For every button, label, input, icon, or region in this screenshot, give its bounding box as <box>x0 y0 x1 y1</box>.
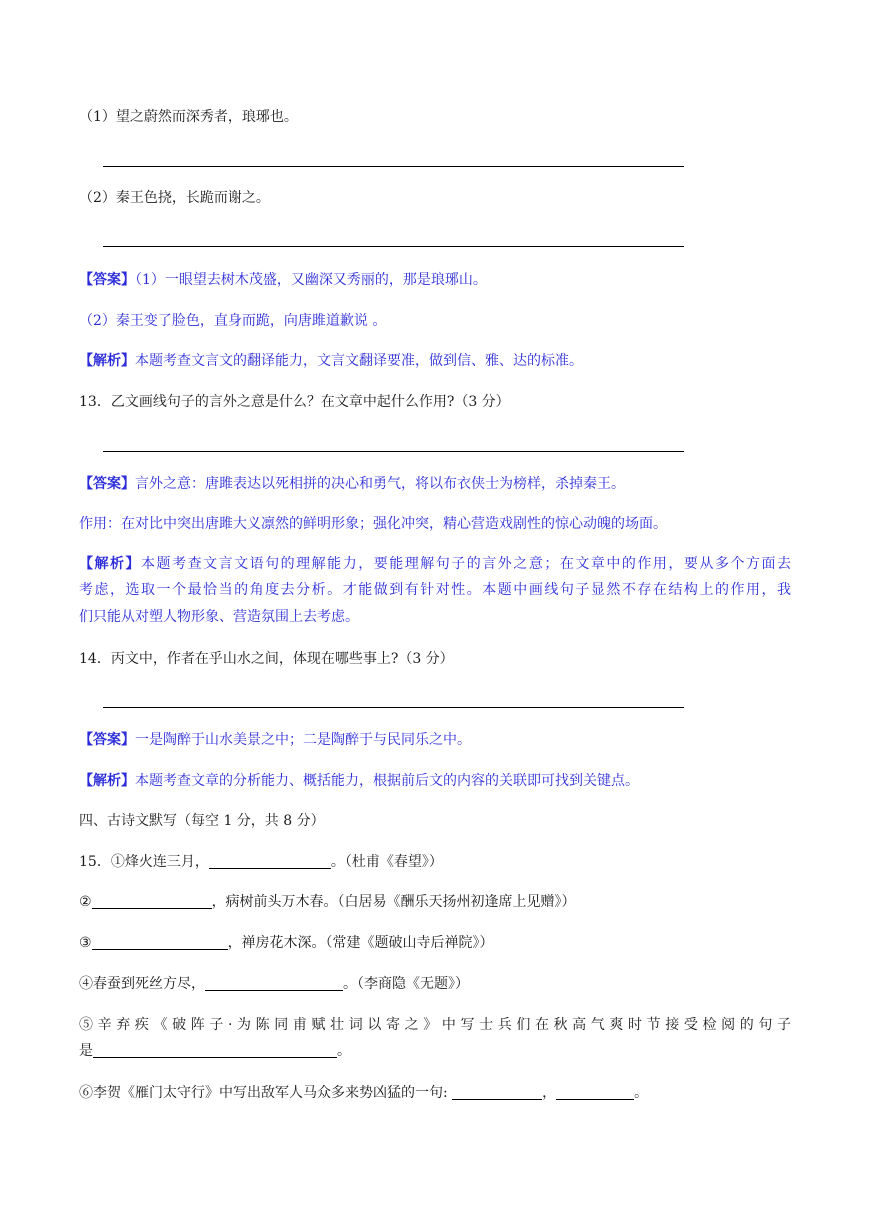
q13-answer-role: 作用：在对比中突出唐雎大义凛然的鲜明形象；强化冲突，精心营造戏剧性的惊心动魄的场面。 <box>79 516 667 532</box>
fill-blank[interactable] <box>92 933 228 950</box>
q14-question: 14．丙文中，作者在乎山水之间，体现在哪些事上?（3 分） <box>79 651 454 667</box>
q13-question: 13．乙文画线句子的言外之意是什么？在文章中起什么作用?（3 分） <box>79 394 510 410</box>
answer-line[interactable] <box>103 246 684 247</box>
q13-analysis-line-2: 考虑，选取一个最恰当的角度去分析。才能做到有针对性。本题中画线句子显然不存在结构上的作用，我 <box>79 582 791 598</box>
line-text: 。 <box>337 1043 351 1059</box>
line-text: 。 <box>634 1085 649 1101</box>
line-text: ，病树前头万木春。（白居易《酬乐天扬州初逢席上见赠》） <box>211 894 576 910</box>
q12-answer-2: （2）秦王变了脸色，直身而跪，向唐雎道歉说 。 <box>79 313 387 329</box>
answer-tag: 【答案】 <box>79 476 135 492</box>
line-text: ，禅房花木深。（常建《题破山寺后禅院》） <box>227 935 494 951</box>
q12-item-1: （1）望之蔚然而深秀者，琅琊也。 <box>79 109 298 125</box>
answer-text: 言外之意：唐雎表达以死相拼的决心和勇气，将以布衣侠士为榜样，杀掉秦王。 <box>135 476 625 492</box>
answer-line[interactable] <box>103 451 684 452</box>
q15-line-3 <box>79 930 791 956</box>
analysis-tag: 【解析】 <box>79 556 142 572</box>
q12-answer-1 <box>79 267 791 293</box>
line-text: 是 <box>79 1043 93 1059</box>
answer-tag: 【答案】 <box>79 272 135 288</box>
fill-blank[interactable] <box>93 1041 337 1058</box>
line-text: ④春蚕到死丝方尽， <box>79 976 205 992</box>
line-text: 。（李商隐《无题》） <box>343 976 469 992</box>
line-text: ③ <box>79 935 92 951</box>
line-text: ② <box>79 894 92 910</box>
answer-tag: 【答案】 <box>79 732 135 748</box>
line-text: 15．①烽火连三月， <box>79 854 209 870</box>
line-text: ⑥李贺《雁门太守行》中写出敌军人马众多来势凶猛的一句: <box>79 1085 453 1101</box>
q13-answer <box>79 471 791 497</box>
analysis-tag: 【解析】 <box>79 353 135 369</box>
q15-line-4 <box>79 971 791 997</box>
fill-blank[interactable] <box>556 1083 634 1100</box>
answer-text: （1）一眼望去树木茂盛，又幽深又秀丽的，那是琅琊山。 <box>135 272 487 288</box>
answer-line[interactable] <box>103 707 684 708</box>
fill-blank[interactable] <box>205 974 343 991</box>
line-text: 。（杜甫《春望》） <box>330 854 443 870</box>
q13-analysis-line-1 <box>79 551 791 577</box>
analysis-text: 本题考查文章的分析能力、概括能力，根据前后文的内容的关联即可找到关键点。 <box>135 773 639 789</box>
section-heading: 四、古诗文默写（每空 1 分，共 8 分） <box>79 813 325 829</box>
fill-blank[interactable] <box>452 1083 542 1100</box>
q12-item-2: （2）秦王色挠，长跪而谢之。 <box>79 190 270 206</box>
fill-blank[interactable] <box>92 892 212 909</box>
q14-analysis <box>79 768 791 794</box>
q14-answer <box>79 727 791 753</box>
analysis-text: 本题考查文言文的翻译能力，文言文翻译要准，做到信、雅、达的标准。 <box>135 353 583 369</box>
analysis-tag: 【解析】 <box>79 773 135 789</box>
answer-line[interactable] <box>103 166 684 167</box>
analysis-text: 本题考查文言文语句的理解能力，要能理解句子的言外之意；在文章中的作用，要从多个方面去 <box>141 556 791 572</box>
answer-text: 一是陶醉于山水美景之中；二是陶醉于与民同乐之中。 <box>135 732 471 748</box>
q15-line-2 <box>79 889 791 915</box>
q13-analysis-line-3: 们只能从对塑人物形象、营造氛围上去考虑。 <box>79 609 359 625</box>
line-text: ， <box>542 1085 557 1101</box>
q12-analysis <box>79 348 791 374</box>
fill-blank[interactable] <box>209 852 331 869</box>
q15-line-5a: ⑤辛弃疾《破阵子·为陈同甫赋壮词以寄之》中写士兵们在秋高气爽时节接受检阅的句子 <box>79 1017 791 1033</box>
q15-line-1 <box>79 849 791 875</box>
q15-line-5b <box>79 1038 791 1064</box>
q15-line-6 <box>79 1080 791 1106</box>
